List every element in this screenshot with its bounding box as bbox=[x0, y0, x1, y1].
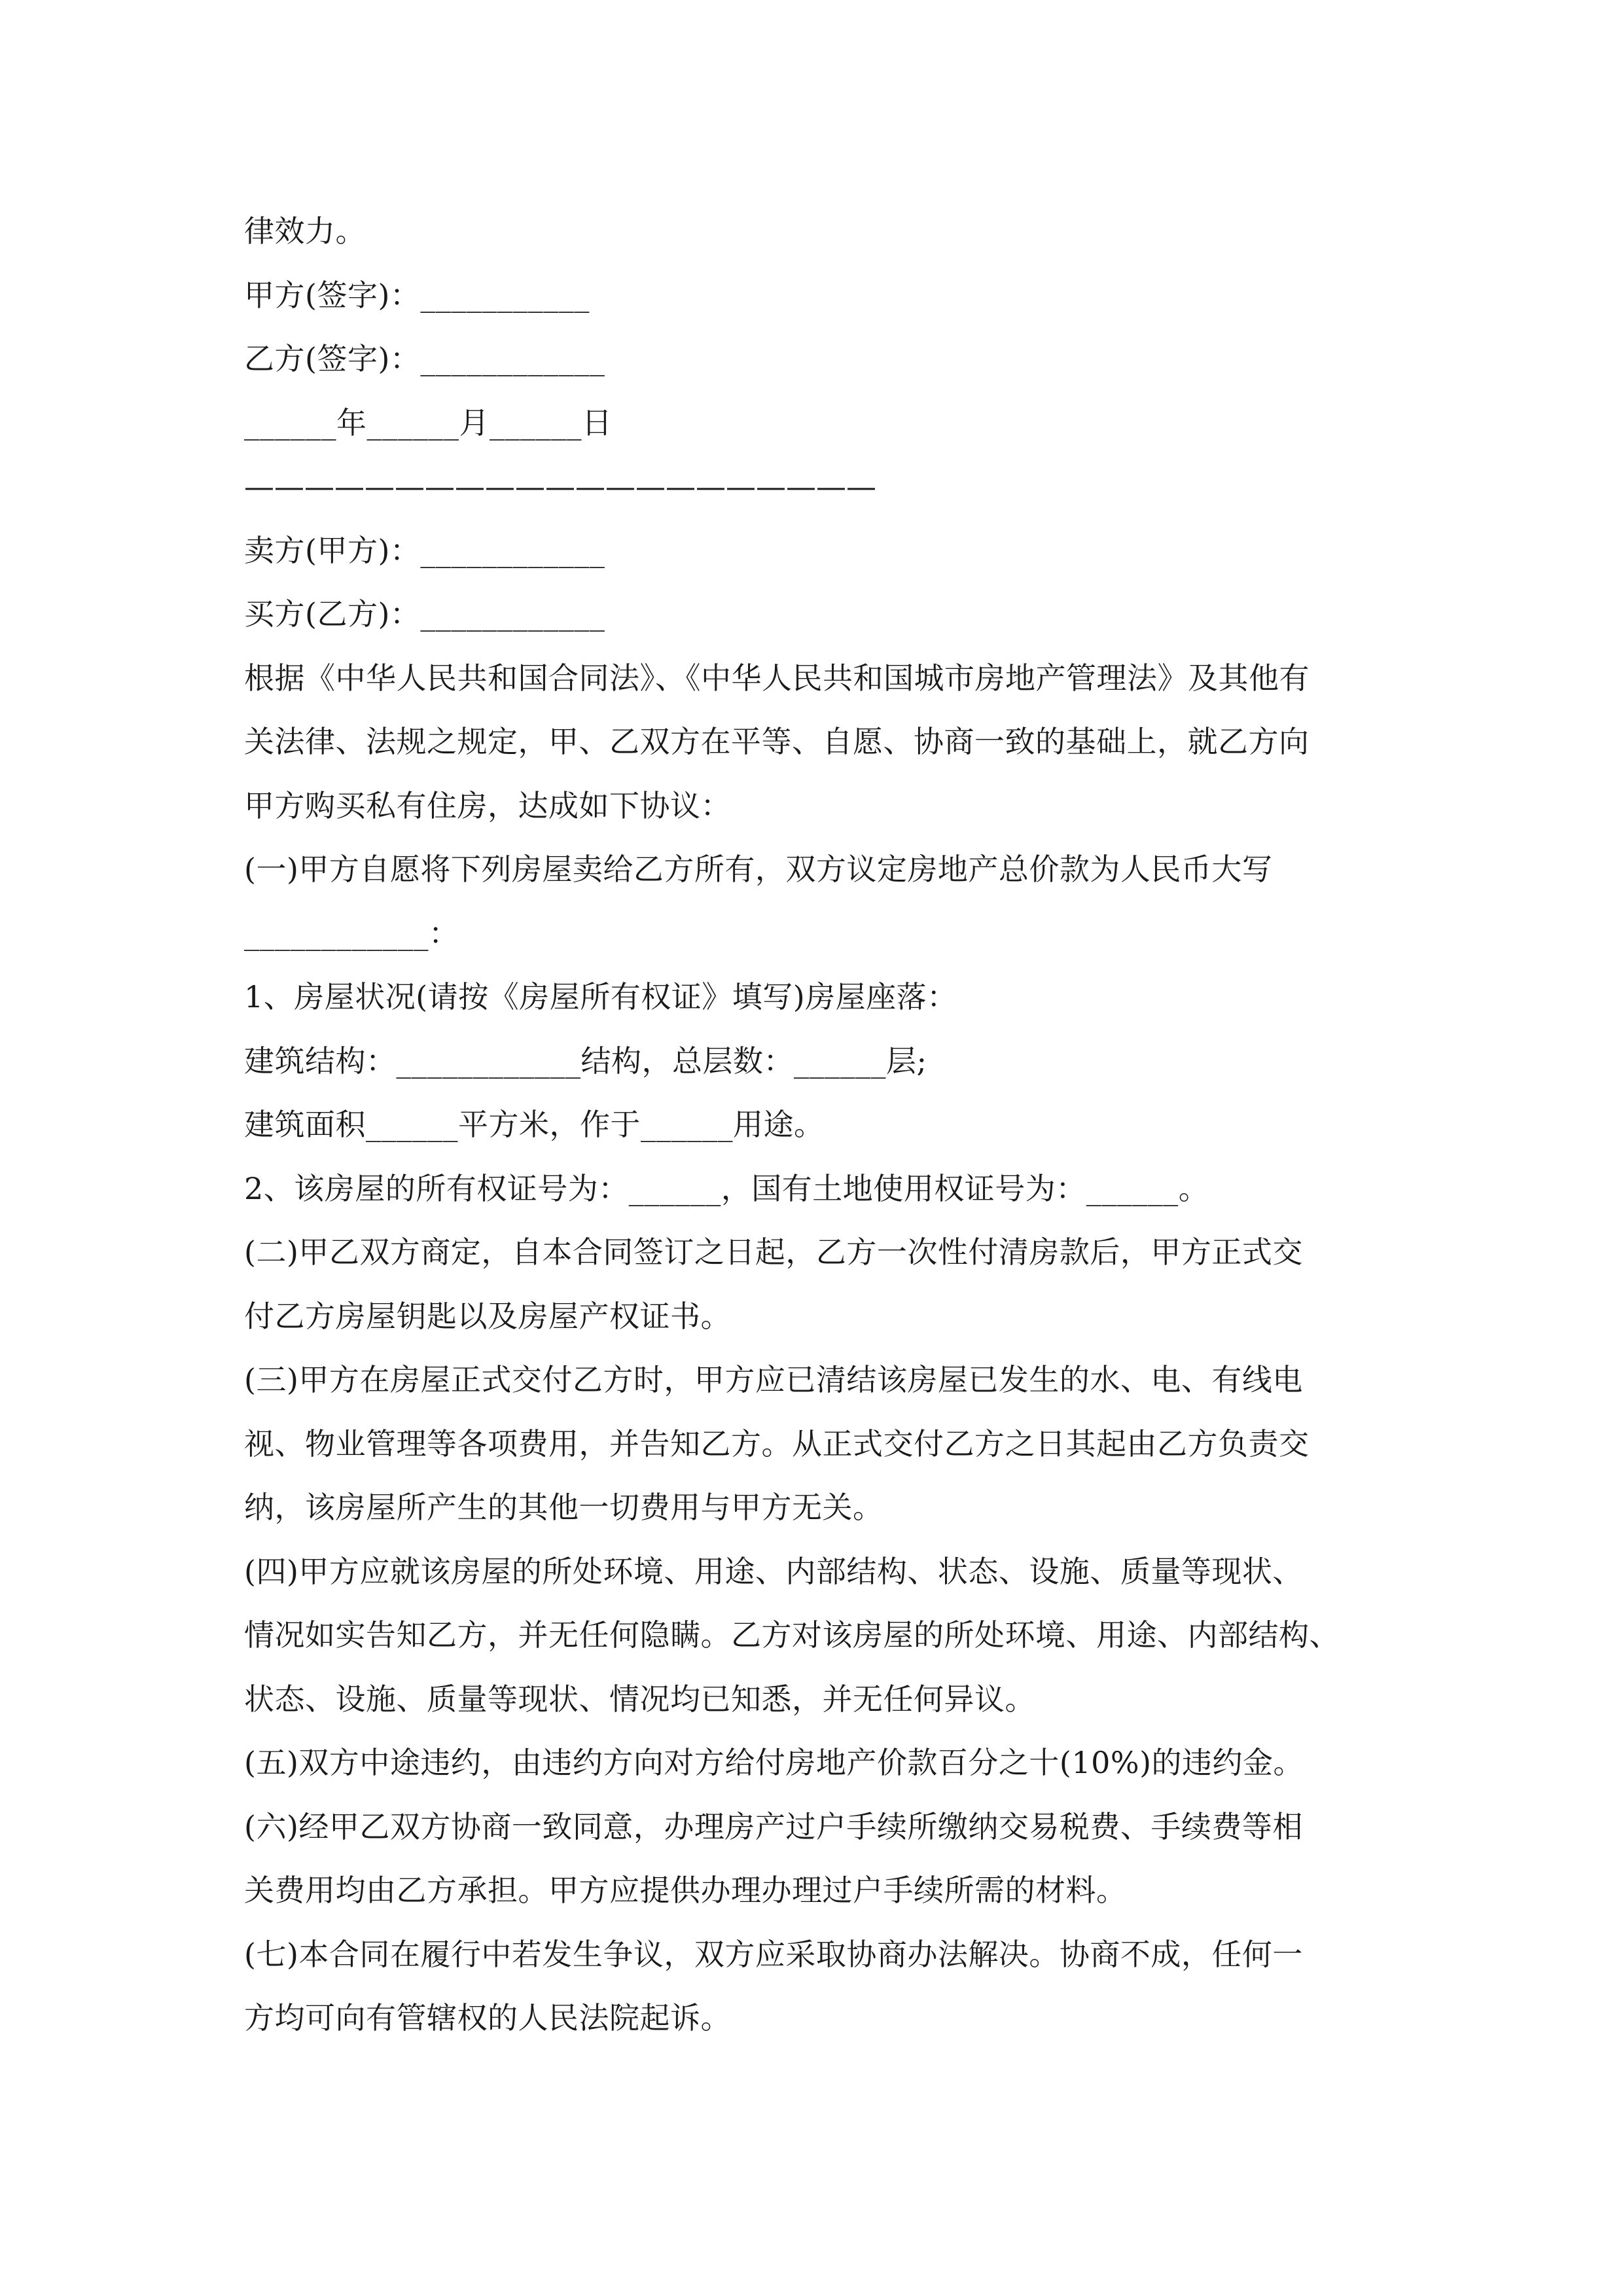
text-line: 律效力。 bbox=[244, 213, 366, 249]
clause-3-line: (三)甲方在房屋正式交付乙方时，甲方应已清结该房屋已发生的水、电、有线电 bbox=[244, 1362, 1303, 1397]
clause-1-line: (一)甲方自愿将下列房屋卖给乙方所有，双方议定房地产总价款为人民币大写 bbox=[244, 852, 1273, 887]
text-line: 建筑结构：____________结构，总层数：______层; bbox=[244, 1043, 927, 1079]
text-line: 建筑面积______平方米，作于______用途。 bbox=[244, 1107, 825, 1142]
text-line: 方均可向有管辖权的人民法院起诉。 bbox=[244, 2000, 731, 2036]
party-a-signature-line: 甲方(签字)：___________ bbox=[244, 277, 590, 313]
text-line: 1、房屋状况(请按《房屋所有权证》填写)房屋座落： bbox=[244, 979, 957, 1014]
clause-4-line: (四)甲方应就该房屋的所处环境、用途、内部结构、状态、设施、质量等现状、 bbox=[244, 1553, 1303, 1589]
text-line: 视、物业管理等各项费用，并告知乙方。从正式交付乙方之日其起由乙方负责交 bbox=[244, 1426, 1310, 1462]
text-line: 纳，该房屋所产生的其他一切费用与甲方无关。 bbox=[244, 1490, 883, 1525]
text-line: 关法律、法规之规定，甲、乙双方在平等、自愿、协商一致的基础上，就乙方向 bbox=[244, 724, 1310, 759]
text-line: ____________： bbox=[244, 915, 459, 951]
text-line: 2、该房屋的所有权证号为：______，国有土地使用权证号为：______。 bbox=[244, 1170, 1209, 1206]
separator-rule: ————————————————————— bbox=[244, 469, 876, 504]
clause-7-line: (七)本合同在履行中若发生争议，双方应采取协商办法解决。协商不成，任何一 bbox=[244, 1936, 1303, 1972]
text-line: 关费用均由乙方承担。甲方应提供办理办理过户手续所需的材料。 bbox=[244, 1873, 1127, 1908]
text-line: 根据《中华人民共和国合同法》、《中华人民共和国城市房地产管理法》及其他有 bbox=[244, 660, 1310, 696]
clause-5-line: (五)双方中途违约，由违约方向对方给付房地产价款百分之十(10%)的违约金。 bbox=[244, 1745, 1304, 1780]
contract-text bbox=[244, 200, 1396, 2051]
clause-2-line: (二)甲乙双方商定，自本合同签订之日起，乙方一次性付清房款后，甲方正式交 bbox=[244, 1234, 1303, 1270]
date-line: ______年______月______日 bbox=[244, 404, 613, 440]
party-b-signature-line: 乙方(签字)：____________ bbox=[244, 341, 605, 376]
seller-line: 卖方(甲方)：____________ bbox=[244, 532, 605, 568]
text-line: 甲方购买私有住房，达成如下协议： bbox=[244, 787, 731, 823]
text-line: 付乙方房屋钥匙以及房屋产权证书。 bbox=[244, 1298, 731, 1334]
clause-6-line: (六)经甲乙双方协商一致同意，办理房产过户手续所缴纳交易税费、手续费等相 bbox=[244, 1808, 1303, 1844]
buyer-line: 买方(乙方)：____________ bbox=[244, 596, 605, 632]
text-line: 状态、设施、质量等现状、情况均已知悉，并无任何异议。 bbox=[244, 1681, 1035, 1717]
text-line: 情况如实告知乙方，并无任何隐瞒。乙方对该房屋的所处环境、用途、内部结构、 bbox=[244, 1617, 1340, 1653]
